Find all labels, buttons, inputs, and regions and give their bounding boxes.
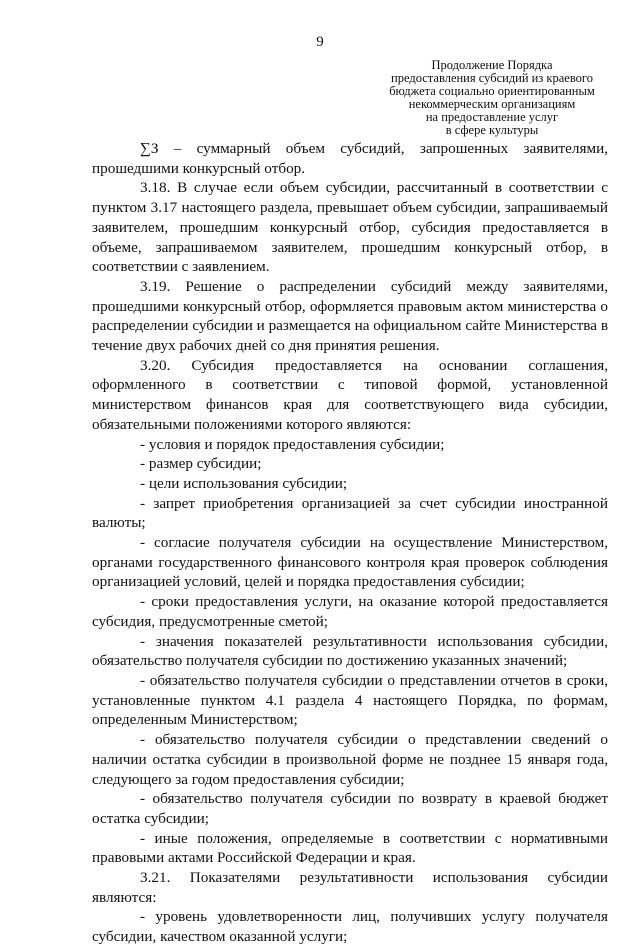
list-item: - согласие получателя субсидии на осуществление Министерством, органами государственного финансового контроля края проверок соблюдения организацией условий, целей и порядка предоставления субсидии; [92,534,608,591]
list-item: - сроки предоставления услуги, на оказание которой предоставляется субсидия, предусмотренные сметой; [92,593,608,630]
header-line: некоммерческим организациям [408,97,576,111]
paragraph: 3.18. В случае если объем субсидии, рассчитанный в соответствии с пунктом 3.17 настоящего раздела, превышает объем субсидии, запрашиваемый заявителем, прошедшим конкурсный отбор, субсидия предоставляется в объеме, запрашиваемом заявителем, прошедшим конкурсный отбор, в соответствии с заявлением. [92,179,608,276]
header-line: предоставления субсидий из краевого [391,71,593,85]
page-number: 9 [316,34,324,50]
list-item: - обязательство получателя субсидии о представлении отчетов в сроки, установленные пунктом 4.1 раздела 4 настоящего Порядка, по формам, определенным Министерством; [92,671,608,729]
list-item: - обязательство получателя субсидии по возврату в краевой бюджет остатка субсидии; [92,790,608,827]
paragraph: 3.20. Субсидия предоставляется на основании соглашения, оформленного в соответствии с типовой формой, установленной министерством финансов края для соответствующего вида субсидии, обязательными положениями которого являются: [92,356,608,433]
list-item: - уровень удовлетворенности лиц, получивших услугу получателя субсидии, качеством оказанной услуги; [92,908,608,946]
list-item: - условия и порядок предоставления субсидии; [140,435,445,453]
list-item: - запрет приобретения организацией за счет субсидии иностранной валюты; [92,494,608,532]
list-item: - цели использования субсидии; [140,474,348,492]
header-line: на предоставление услуг [425,110,559,124]
paragraph: 3.21. Показателями результативности использования субсидии являются: [92,869,608,906]
list-item: - иные положения, определяемые в соответствии с нормативными правовыми актами Российской Федерации и края. [92,829,608,867]
header-line: в сфере культуры [445,123,539,137]
header-line: бюджета социально ориентированным [389,84,595,98]
header-line: Продолжение Порядка [431,58,553,72]
document-body [92,139,608,947]
document-header [380,59,604,137]
paragraph: ∑З – суммарный объем субсидий, запрошенных заявителями, прошедшими конкурсный отбор. [92,140,608,177]
list-item: - размер субсидии; [140,455,262,473]
paragraph: 3.19. Решение о распределении субсидий между заявителями, прошедшими конкурсный отбор, оформляется правовым актом министерства о распределении субсидии и размещается на официальном сайте Министерства в течение двух рабочих дней со дня принятия решения. [92,277,608,355]
list-item: - значения показателей результативности использования субсидии, обязательство получателя субсидии по достижению указанных значений; [92,632,608,670]
list-item: - обязательство получателя субсидии о представлении сведений о наличии остатка субсидии в произвольной форме не позднее 15 января года, следующего за годом предоставления субсидии; [92,731,608,788]
